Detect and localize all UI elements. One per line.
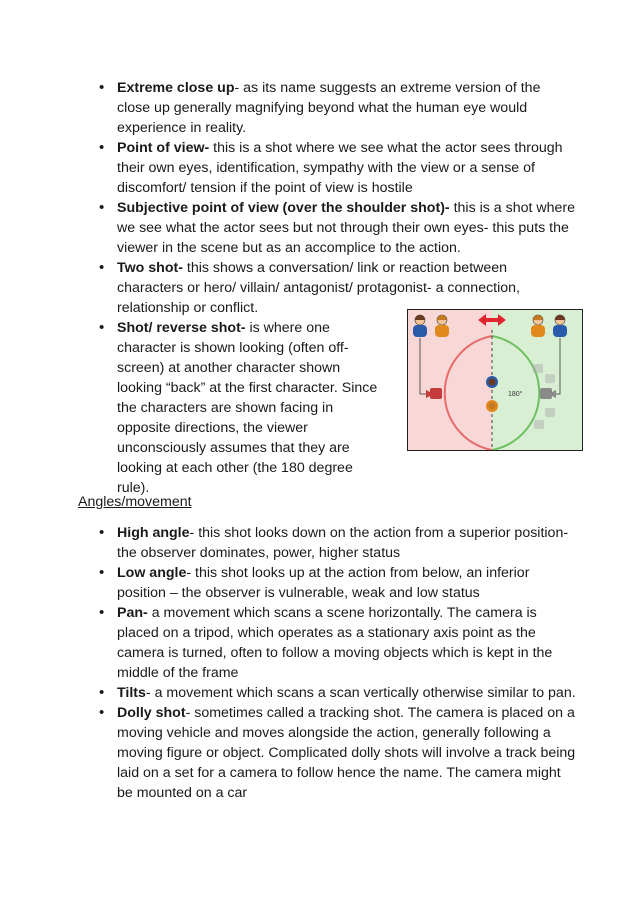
list-item (117, 563, 577, 603)
list-item (117, 703, 577, 803)
person-icon (413, 315, 427, 337)
description: is where one character is shown looking (often off-screen) at another character shown looking “back” at the first character. Since the characters are shown facing in opposite directions, the viewer unconsciously assumes that they are looking at each other (the 180 degree rule). (117, 320, 378, 496)
term: Point of view- (117, 140, 210, 156)
term: Low angle (117, 565, 187, 581)
term: Tilts (117, 685, 146, 701)
180-degree-rule-diagram (407, 309, 583, 451)
list-item (117, 683, 577, 703)
section-heading: Angles/movement (78, 494, 192, 510)
term: High angle (117, 525, 190, 541)
description: this is a shot where we see what the actor sees but not through their own eyes- this puts the viewer in the scene but as an accomplice to the action. (117, 200, 576, 256)
list-item (117, 318, 389, 498)
term: Shot/ reverse shot- (117, 320, 246, 336)
list-item (117, 138, 577, 198)
description: this shows a conversation/ link or reaction between characters or hero/ villain/ antagonist/ protagonist- a connection, relationship or conflict. (117, 260, 520, 316)
person-icon (531, 315, 545, 337)
list-item (117, 78, 577, 138)
diagram-svg (408, 310, 582, 450)
description: this is a shot where we see what the actor sees through their own eyes, identification, sympathy with the view or a sense of discomfort/ tension if the point of view is hostile (117, 140, 563, 196)
person-icon (435, 315, 449, 337)
term: Dolly shot (117, 705, 186, 721)
list-item (117, 603, 577, 683)
description: - as its name suggests an extreme version of the close up generally magnifying beyond what the human eye would experience in reality. (117, 80, 541, 136)
description: - this shot looks down on the action from a superior position- the observer dominates, power, higher status (117, 525, 569, 561)
angle-label: 180° (508, 391, 523, 398)
description: - a movement which scans a scan vertically otherwise similar to pan. (145, 685, 576, 701)
description: - this shot looks up at the action from below, an inferior position – the observer is vulnerable, weak and low status (117, 565, 530, 601)
description: - sometimes called a tracking shot. The camera is placed on a moving vehicle and moves alongside the action, generally following a moving figure or object. Complicated dolly shots will involve a track being laid on a set for a camera to follow hence the name. The camera might be mounted on a car (117, 705, 576, 801)
list-item (117, 523, 577, 563)
list-item (117, 198, 577, 258)
description: a movement which scans a scene horizontally. The camera is placed on a tripod, which operates as a stationary axis point as the camera is turned, often to follow a moving objects which is kept in the middle of the frame (117, 605, 553, 681)
term: Subjective point of view (over the shoulder shot)- (117, 200, 450, 216)
term: Extreme close up (117, 80, 235, 96)
term: Two shot- (117, 260, 183, 276)
term: Pan- (117, 605, 148, 621)
angles-movement-list (117, 523, 577, 803)
person-icon (553, 315, 567, 337)
